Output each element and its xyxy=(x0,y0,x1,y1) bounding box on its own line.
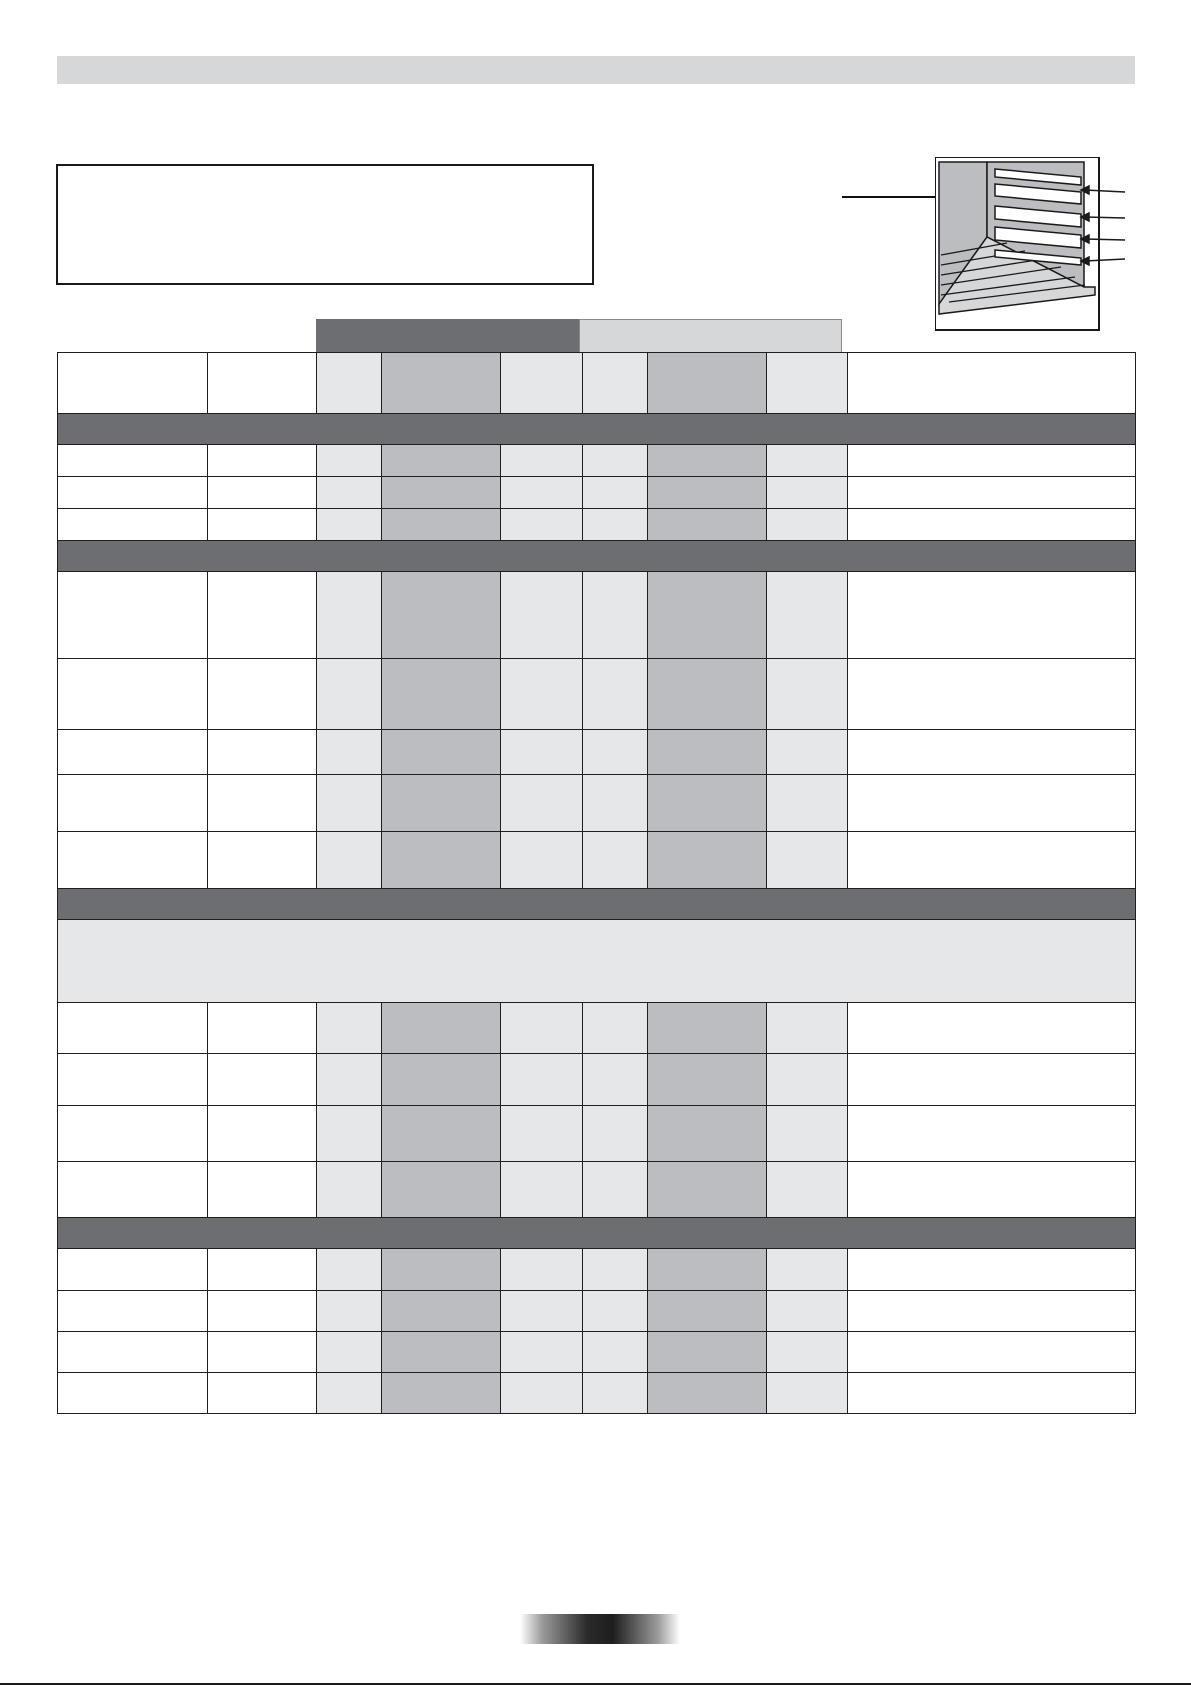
shelf-level-cell xyxy=(317,659,382,730)
table-row xyxy=(58,509,1136,541)
section-title xyxy=(58,889,1136,920)
temperature-cell xyxy=(648,1291,767,1332)
notes-cell xyxy=(848,1162,1136,1218)
shelf-level-cell xyxy=(317,1054,382,1106)
page-number xyxy=(520,1614,680,1644)
shelf-level-cell xyxy=(317,1373,382,1414)
time-cell xyxy=(501,445,583,477)
time-cell xyxy=(767,1106,848,1162)
notes-cell xyxy=(848,1373,1136,1414)
table-row xyxy=(58,775,1136,832)
notes-cell xyxy=(848,1106,1136,1162)
shelf-level-cell xyxy=(583,1373,648,1414)
food-cell xyxy=(58,730,208,775)
food-cell xyxy=(58,1003,208,1054)
table-row xyxy=(58,832,1136,889)
time-cell xyxy=(501,1332,583,1373)
food-cell xyxy=(58,1332,208,1373)
shelf-level-cell xyxy=(317,730,382,775)
time-cell xyxy=(501,730,583,775)
notes-cell xyxy=(848,445,1136,477)
shelf-level-cell xyxy=(317,1162,382,1218)
food-cell xyxy=(58,509,208,541)
time-cell xyxy=(767,353,848,414)
time-cell xyxy=(501,775,583,832)
weight-cell xyxy=(208,775,317,832)
table-row xyxy=(58,1291,1136,1332)
weight-cell xyxy=(208,1373,317,1414)
time-cell xyxy=(501,1249,583,1291)
weight-cell xyxy=(208,1003,317,1054)
time-cell xyxy=(767,1054,848,1106)
time-cell xyxy=(767,775,848,832)
section-title xyxy=(58,541,1136,572)
shelf-level-cell xyxy=(583,353,648,414)
table-row xyxy=(58,1106,1136,1162)
time-cell xyxy=(767,1332,848,1373)
temperature-cell xyxy=(382,1249,501,1291)
temperature-cell xyxy=(382,572,501,659)
time-cell xyxy=(767,659,848,730)
time-cell xyxy=(501,1003,583,1054)
temperature-cell xyxy=(648,477,767,509)
table-row xyxy=(58,1373,1136,1414)
temperature-cell xyxy=(382,659,501,730)
food-cell xyxy=(58,445,208,477)
notes-cell xyxy=(848,509,1136,541)
temperature-cell xyxy=(648,509,767,541)
table-row xyxy=(58,1332,1136,1373)
food-cell xyxy=(58,1291,208,1332)
food-cell xyxy=(58,1249,208,1291)
section-title xyxy=(58,1218,1136,1249)
food-cell xyxy=(58,1162,208,1218)
shelf-level-cell xyxy=(317,445,382,477)
shelf-level-cell xyxy=(317,477,382,509)
temperature-cell xyxy=(648,832,767,889)
temperature-cell xyxy=(382,509,501,541)
temperature-cell xyxy=(382,1106,501,1162)
temperature-cell xyxy=(648,1332,767,1373)
food-cell xyxy=(58,659,208,730)
table-row xyxy=(58,572,1136,659)
shelf-level-cell xyxy=(583,832,648,889)
notes-cell xyxy=(848,1291,1136,1332)
temperature-cell xyxy=(382,353,501,414)
shelf-level-cell xyxy=(583,730,648,775)
time-cell xyxy=(501,353,583,414)
weight-cell xyxy=(208,1332,317,1373)
time-cell xyxy=(767,1162,848,1218)
section-header-row xyxy=(58,414,1136,445)
time-cell xyxy=(767,445,848,477)
food-cell xyxy=(58,1106,208,1162)
weight-cell xyxy=(208,572,317,659)
notes-cell xyxy=(848,1003,1136,1054)
notes-cell xyxy=(848,1054,1136,1106)
info-box xyxy=(56,164,594,285)
notes-cell xyxy=(848,832,1136,889)
temperature-cell xyxy=(382,1332,501,1373)
temperature-cell xyxy=(382,477,501,509)
shelf-level-cell xyxy=(317,509,382,541)
shelf-level-cell xyxy=(583,477,648,509)
shelf-level-cell xyxy=(583,509,648,541)
mode-header-secondary xyxy=(579,319,842,352)
weight-cell xyxy=(208,832,317,889)
food-cell xyxy=(58,775,208,832)
notes-cell xyxy=(848,353,1136,414)
temperature-cell xyxy=(648,775,767,832)
page-header-bar xyxy=(57,56,1135,84)
temperature-cell xyxy=(648,353,767,414)
table-row xyxy=(58,445,1136,477)
section-note xyxy=(58,920,1136,1003)
notes-cell xyxy=(848,730,1136,775)
notes-cell xyxy=(848,1249,1136,1291)
weight-cell xyxy=(208,659,317,730)
time-cell xyxy=(767,477,848,509)
notes-cell xyxy=(848,775,1136,832)
shelf-level-cell xyxy=(583,1054,648,1106)
shelf-level-cell xyxy=(583,1162,648,1218)
temperature-cell xyxy=(382,730,501,775)
temperature-cell xyxy=(648,1249,767,1291)
shelf-level-cell xyxy=(317,775,382,832)
section-title xyxy=(58,414,1136,445)
section-header-row xyxy=(58,889,1136,920)
weight-cell xyxy=(208,509,317,541)
shelf-level-cell xyxy=(317,353,382,414)
table-header-row xyxy=(58,353,1136,414)
temperature-cell xyxy=(382,775,501,832)
shelf-level-cell xyxy=(583,1291,648,1332)
table-row xyxy=(58,477,1136,509)
food-cell xyxy=(58,353,208,414)
table-row xyxy=(58,730,1136,775)
time-cell xyxy=(501,659,583,730)
shelf-level-cell xyxy=(317,1106,382,1162)
notes-cell xyxy=(848,1332,1136,1373)
weight-cell xyxy=(208,353,317,414)
mode-header-primary xyxy=(316,319,579,352)
shelf-level-cell xyxy=(317,832,382,889)
shelf-level-cell xyxy=(317,1291,382,1332)
shelf-level-cell xyxy=(583,1106,648,1162)
food-cell xyxy=(58,1054,208,1106)
section-note-row xyxy=(58,920,1136,1003)
time-cell xyxy=(501,509,583,541)
temperature-cell xyxy=(382,445,501,477)
food-cell xyxy=(58,1373,208,1414)
temperature-cell xyxy=(382,832,501,889)
time-cell xyxy=(767,1249,848,1291)
section-header-row xyxy=(58,1218,1136,1249)
time-cell xyxy=(501,1291,583,1332)
time-cell xyxy=(767,1003,848,1054)
table-row xyxy=(58,1162,1136,1218)
time-cell xyxy=(767,572,848,659)
time-cell xyxy=(501,1162,583,1218)
food-cell xyxy=(58,832,208,889)
shelf-level-cell xyxy=(583,1003,648,1054)
section-header-row xyxy=(58,541,1136,572)
time-cell xyxy=(767,509,848,541)
time-cell xyxy=(501,477,583,509)
weight-cell xyxy=(208,477,317,509)
weight-cell xyxy=(208,1162,317,1218)
table-row xyxy=(58,1054,1136,1106)
table-row xyxy=(58,659,1136,730)
time-cell xyxy=(501,1373,583,1414)
time-cell xyxy=(767,1373,848,1414)
weight-cell xyxy=(208,1106,317,1162)
shelf-level-cell xyxy=(583,1332,648,1373)
temperature-cell xyxy=(648,572,767,659)
time-cell xyxy=(767,1291,848,1332)
time-cell xyxy=(501,832,583,889)
shelf-level-cell xyxy=(317,1332,382,1373)
table-row xyxy=(58,1249,1136,1291)
temperature-cell xyxy=(382,1291,501,1332)
weight-cell xyxy=(208,1054,317,1106)
notes-cell xyxy=(848,659,1136,730)
shelf-level-cell xyxy=(583,445,648,477)
shelf-level-cell xyxy=(317,572,382,659)
temperature-cell xyxy=(382,1003,501,1054)
food-cell xyxy=(58,477,208,509)
temperature-cell xyxy=(648,1003,767,1054)
time-cell xyxy=(767,730,848,775)
notes-cell xyxy=(848,572,1136,659)
temperature-cell xyxy=(648,1054,767,1106)
shelf-level-cell xyxy=(583,775,648,832)
temperature-cell xyxy=(648,1106,767,1162)
time-cell xyxy=(501,1054,583,1106)
shelf-level-cell xyxy=(583,659,648,730)
time-cell xyxy=(501,572,583,659)
temperature-cell xyxy=(648,730,767,775)
time-cell xyxy=(501,1106,583,1162)
shelf-level-cell xyxy=(317,1003,382,1054)
temperature-cell xyxy=(648,1162,767,1218)
time-cell xyxy=(767,832,848,889)
temperature-cell xyxy=(382,1373,501,1414)
temperature-cell xyxy=(648,1373,767,1414)
weight-cell xyxy=(208,730,317,775)
oven-shelf-diagram-icon xyxy=(935,157,1125,332)
food-cell xyxy=(58,572,208,659)
shelf-level-cell xyxy=(583,1249,648,1291)
temperature-cell xyxy=(382,1162,501,1218)
notes-cell xyxy=(848,477,1136,509)
weight-cell xyxy=(208,1291,317,1332)
weight-cell xyxy=(208,1249,317,1291)
shelf-level-cell xyxy=(317,1249,382,1291)
shelf-level-cell xyxy=(583,572,648,659)
temperature-cell xyxy=(382,1054,501,1106)
table-row xyxy=(58,1003,1136,1054)
temperature-cell xyxy=(648,659,767,730)
weight-cell xyxy=(208,445,317,477)
temperature-cell xyxy=(648,445,767,477)
cooking-table xyxy=(57,352,1136,1414)
